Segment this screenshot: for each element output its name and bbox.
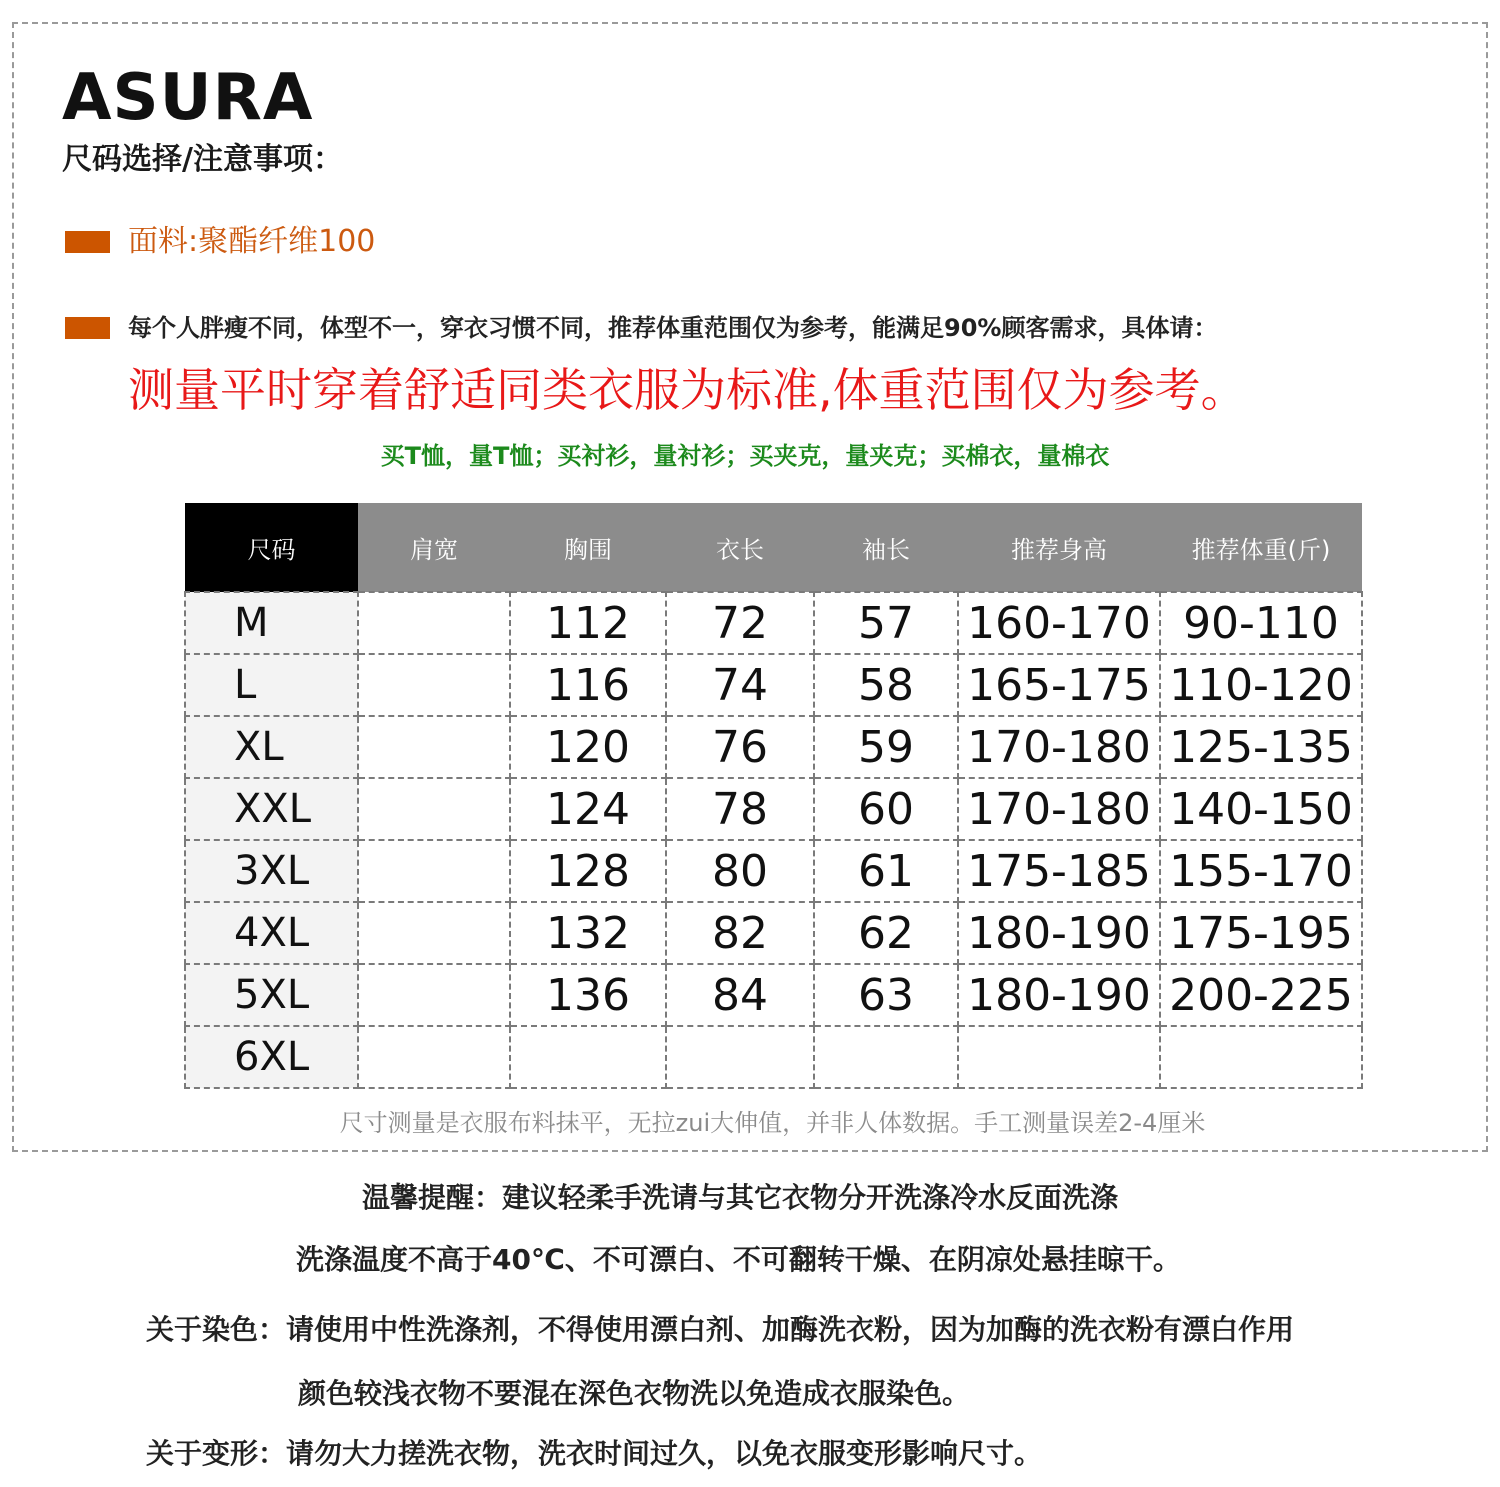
table-cell: 72 <box>666 592 814 654</box>
table-cell: 120 <box>510 716 666 778</box>
table-row <box>185 840 1362 902</box>
table-row <box>185 778 1362 840</box>
dye-note: 颜色较浅衣物不要混在深色衣物洗以免造成衣服染色。 <box>298 1377 971 1410</box>
table-cell: 84 <box>666 964 814 1026</box>
size-note: 每个人胖瘦不同，体型不一，穿衣习惯不同，推荐体重范围仅为参考，能满足90%顾客需求，具体请： <box>128 314 1218 342</box>
table-cell: 124 <box>510 778 666 840</box>
size-cell: 5XL <box>185 964 358 1026</box>
table-row <box>185 592 1362 654</box>
table-cell <box>358 840 510 902</box>
table-cell <box>358 592 510 654</box>
table-cell: 90-110 <box>1160 592 1362 654</box>
header-cell: 推荐体重(斤) <box>1160 503 1362 592</box>
table-cell: 63 <box>814 964 958 1026</box>
header-cell: 尺码 <box>185 503 358 592</box>
dye-note: 关于染色：请使用中性洗涤剂，不得使用漂白剂、加酶洗衣粉，因为加酶的洗衣粉有漂白作用 <box>146 1313 1295 1346</box>
header-cell: 衣长 <box>666 503 814 592</box>
table-cell <box>510 1026 666 1088</box>
table-cell: 170-180 <box>958 716 1160 778</box>
table-cell <box>358 716 510 778</box>
brand-logo: ASURA <box>62 61 314 135</box>
size-cell: 3XL <box>185 840 358 902</box>
header-cell: 推荐身高 <box>958 503 1160 592</box>
header-cell: 肩宽 <box>358 503 510 592</box>
page-title: 尺码选择/注意事项： <box>62 142 343 177</box>
care-tip: 温馨提醒：建议轻柔手洗请与其它衣物分开洗涤冷水反面洗涤 <box>362 1181 1119 1214</box>
header-cell: 胸围 <box>510 503 666 592</box>
table-cell: 80 <box>666 840 814 902</box>
size-cell: XXL <box>185 778 358 840</box>
table-cell: 175-195 <box>1160 902 1362 964</box>
table-cell: 132 <box>510 902 666 964</box>
bullet-bar <box>65 317 110 339</box>
table-cell <box>958 1026 1160 1088</box>
table-cell: 200-225 <box>1160 964 1362 1026</box>
table-cell: 180-190 <box>958 964 1160 1026</box>
table-cell: 125-135 <box>1160 716 1362 778</box>
table-cell: 76 <box>666 716 814 778</box>
table-cell <box>358 902 510 964</box>
table-cell <box>1160 1026 1362 1088</box>
table-cell: 78 <box>666 778 814 840</box>
table-row <box>185 1026 1362 1088</box>
table-cell <box>358 778 510 840</box>
table-cell: 59 <box>814 716 958 778</box>
table-cell: 61 <box>814 840 958 902</box>
measurement-note: 尺寸测量是衣服布料抹平，无拉zui大伸值，并非人体数据。手工测量误差2-4厘米 <box>339 1109 1206 1137</box>
size-cell: L <box>185 654 358 716</box>
table-cell <box>666 1026 814 1088</box>
size-cell: 6XL <box>185 1026 358 1088</box>
table-cell <box>358 1026 510 1088</box>
table-cell: 128 <box>510 840 666 902</box>
table-cell: 160-170 <box>958 592 1160 654</box>
table-cell: 60 <box>814 778 958 840</box>
table-cell: 165-175 <box>958 654 1160 716</box>
table-cell: 170-180 <box>958 778 1160 840</box>
fabric-info: 面料:聚酯纤维100 <box>128 224 376 259</box>
table-cell: 140-150 <box>1160 778 1362 840</box>
size-note-tip: 买T恤，量T恤；买衬衫，量衬衫；买夹克，量夹克；买棉衣，量棉衣 <box>380 442 1110 470</box>
table-cell <box>358 964 510 1026</box>
table-cell <box>358 654 510 716</box>
table-row <box>185 716 1362 778</box>
care-tip: 洗涤温度不高于40℃、不可漂白、不可翻转干燥、在阴凉处悬挂晾干。 <box>296 1243 1181 1276</box>
size-cell: M <box>185 592 358 654</box>
table-row <box>185 654 1362 716</box>
table-cell <box>814 1026 958 1088</box>
table-cell: 112 <box>510 592 666 654</box>
size-cell: 4XL <box>185 902 358 964</box>
table-row <box>185 964 1362 1026</box>
table-cell: 136 <box>510 964 666 1026</box>
table-cell: 155-170 <box>1160 840 1362 902</box>
table-cell: 58 <box>814 654 958 716</box>
table-row <box>185 902 1362 964</box>
bullet-bar <box>65 231 110 253</box>
table-header-row <box>185 503 1362 592</box>
table-cell: 57 <box>814 592 958 654</box>
table-cell: 116 <box>510 654 666 716</box>
table-cell: 110-120 <box>1160 654 1362 716</box>
header-cell: 袖长 <box>814 503 958 592</box>
table-cell: 180-190 <box>958 902 1160 964</box>
size-table <box>184 503 1363 1089</box>
table-cell: 175-185 <box>958 840 1160 902</box>
table-cell: 82 <box>666 902 814 964</box>
table-cell: 62 <box>814 902 958 964</box>
deformation-note: 关于变形：请勿大力搓洗衣物，洗衣时间过久，以免衣服变形影响尺寸。 <box>146 1437 1043 1470</box>
size-note-highlight: 测量平时穿着舒适同类衣服为标准,体重范围仅为参考。 <box>128 363 1247 417</box>
table-cell: 74 <box>666 654 814 716</box>
size-cell: XL <box>185 716 358 778</box>
